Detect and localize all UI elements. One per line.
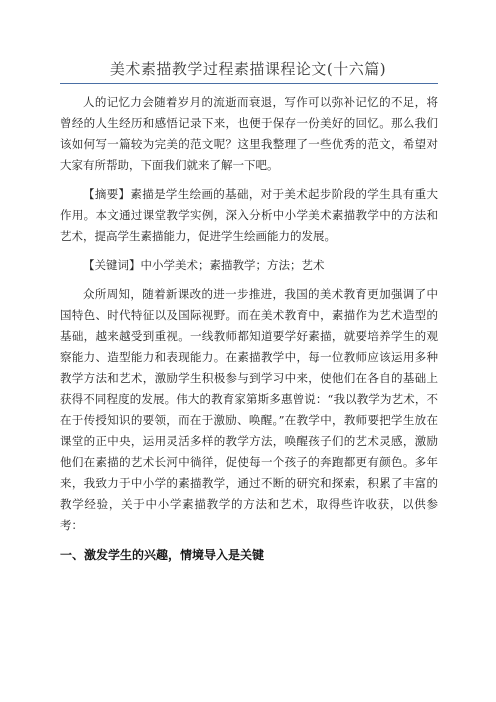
body-paragraph: 众所周知，随着新课改的进一步推进，我国的美术教育更加强调了中国特色、时代特征以及国际视野。而在美术教育中，素描作为艺术造型的基础，越来越受到重视。一线教师都知道要学好素描，就要培养学生的观察能力、造型能力和表现能力。在素描教学中，每一位教师应该运用多种教学方法和艺术，激励学生积极参与到学习中来，使他们在各自的基础上获得不同程度的发展。伟大的教育家第斯多惠曾说：“我以教学为艺术，不在于传授知识的要领，而在于激励、唤醒。”在教学中，教师要把学生放在课堂的正中央，运用灵活多样的教学方法，唤醒孩子们的艺术灵感，激励他们在素描的艺术长河中徜徉，促使每一个孩子的奔跑都更有颜色。多年来，我致力于中小学的素描教学，通过不断的研究和探索，积累了丰富的教学经验，关于中小学素描教学的方法和艺术，取得些许收获，以供参考： [60,287,438,532]
intro-paragraph: 人的记忆力会随着岁月的流逝而衰退，写作可以弥补记忆的不足，将曾经的人生经历和感悟记录下来，也便于保存一份美好的回忆。那么我们该如何写一篇较为完美的范文呢？这里我整理了一些优秀的范文，希望对大家有所帮助，下面我们就来了解一下吧。 [60,95,438,172]
section-heading: 一、激发学生的兴趣，情境导入是关键 [60,548,265,562]
document-body [60,92,438,544]
title-underline [60,83,438,84]
abstract-paragraph: 【摘要】素描是学生绘画的基础，对于美术起步阶段的学生具有重大作用。本文通过课堂教学实例，深入分析中小学美术素描教学中的方法和艺术，提高学生素描能力，促进学生绘画能力的发展。 [60,187,438,243]
keywords-paragraph: 【关键词】中小学美术；素描教学；方法；艺术 [83,258,325,272]
document-title: 美术素描教学过程素描课程论文(十六篇) [109,60,387,78]
